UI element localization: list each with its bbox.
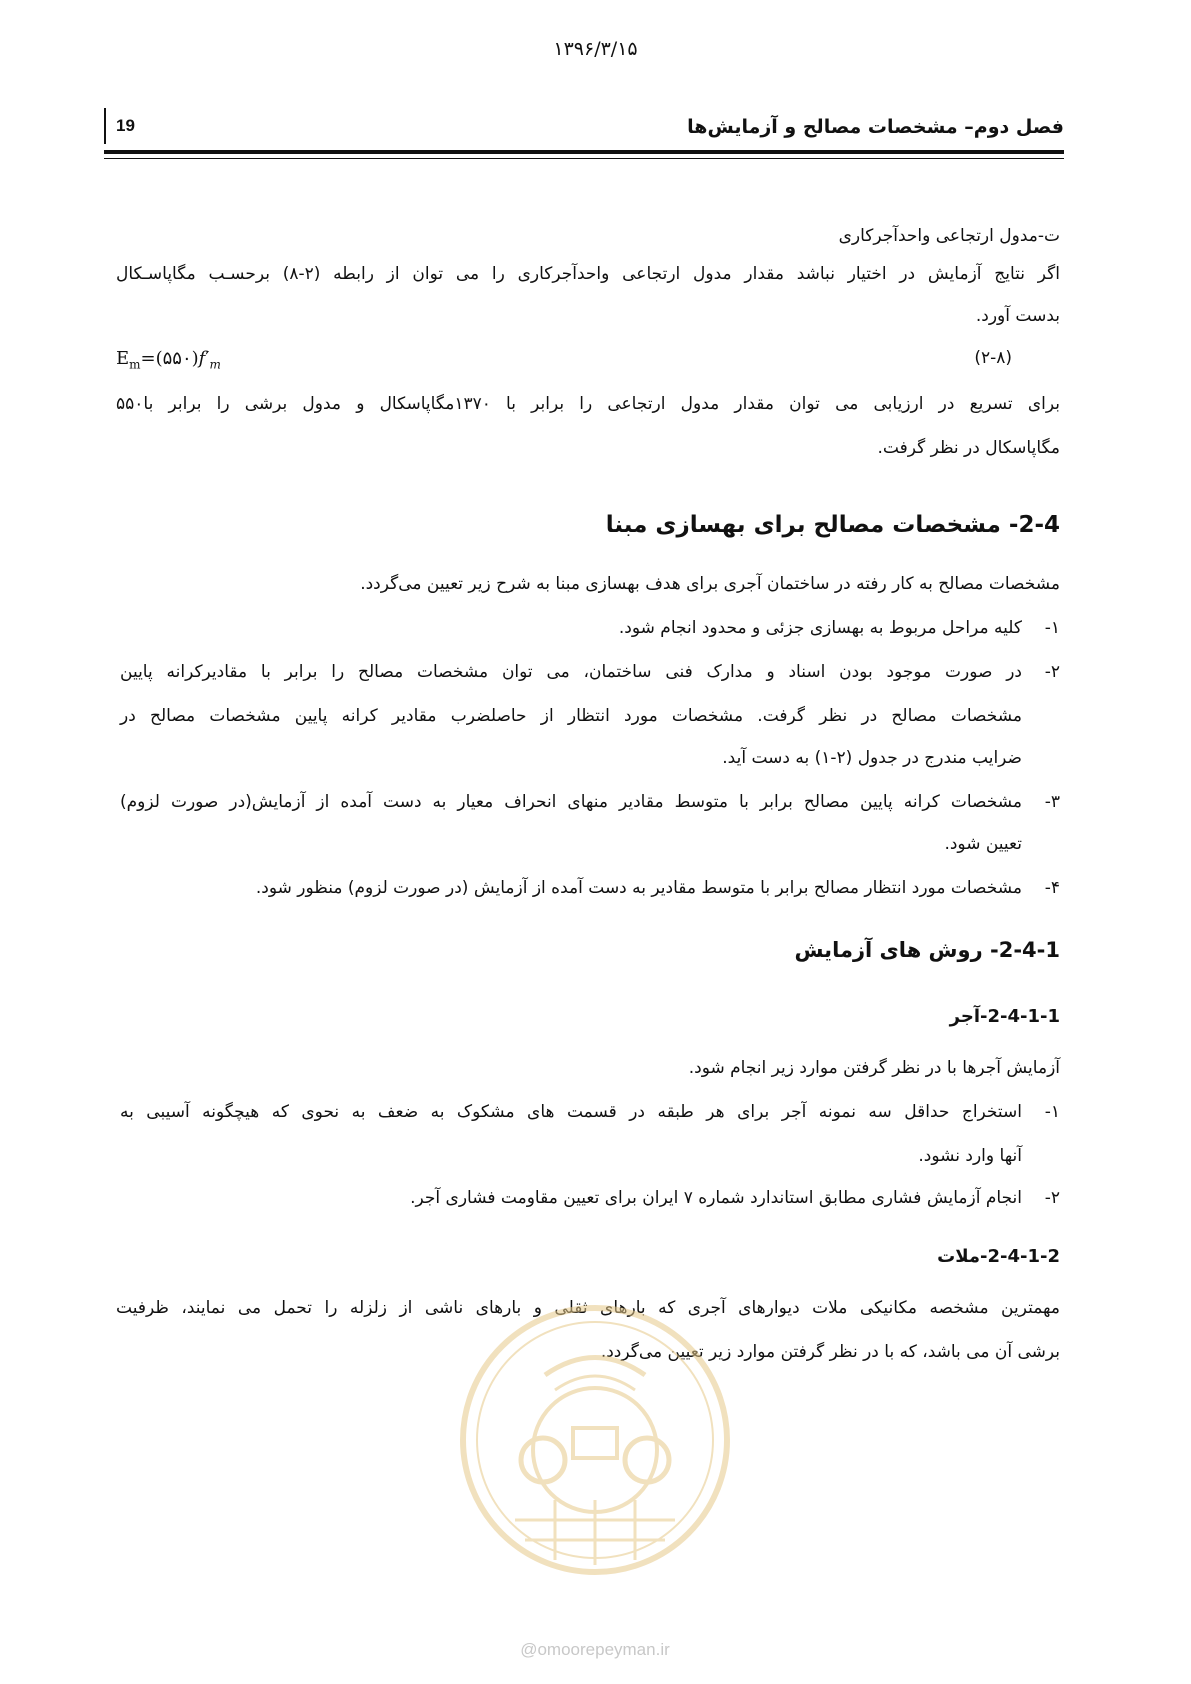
page-number: 19 bbox=[116, 116, 135, 135]
equation-number: (۲-۸) bbox=[974, 348, 1012, 368]
header-rule bbox=[104, 150, 1064, 154]
subsection-heading-modulus: ت-مدول ارتجاعی واحدآجرکاری bbox=[838, 226, 1060, 246]
list-item-number: ۳- bbox=[1044, 792, 1060, 812]
list-item-number: ۲- bbox=[1044, 662, 1060, 682]
subsubsection-heading: 2-4-1-1-آجر bbox=[949, 1006, 1060, 1027]
list-item bbox=[116, 880, 1060, 904]
paragraph-line: مهمترین مشخصه مکانیکی ملات دیوارهای آجری که بارهای ثقلی و بارهای ناشی از زلزله را تحمل می نمایند، ظرفیت bbox=[116, 1298, 1060, 1318]
document-date: ۱۳۹۶/۳/۱۵ bbox=[553, 38, 638, 60]
list-item-text: مشخصات مورد انتظار مصالح برابر با متوسط مقادیر به دست آمده از آزمایش (در صورت لزوم) منظور شود. bbox=[255, 878, 1022, 898]
list-item-number: ۱- bbox=[1044, 618, 1060, 638]
equation-formula: $E_m=(۵۵۰)f'_m$ bbox=[116, 348, 221, 372]
paragraph-line: بدست آورد. bbox=[975, 306, 1060, 326]
paragraph-line: آزمایش آجرها با در نظر گرفتن موارد زیر انجام شود. bbox=[688, 1058, 1060, 1078]
list-item bbox=[116, 620, 1060, 644]
list-item-text: ضرایب مندرج در جدول (۲-۱) به دست آید. bbox=[722, 748, 1022, 768]
paragraph-line: اگر نتایج آزمایش در اختیار نباشد مقدار مدول ارتجاعی واحدآجرکاری را می توان از رابطه (۲-۸) برحسـب مگاپاسـکال bbox=[116, 264, 1060, 284]
list-item-text: تعیین شود. bbox=[944, 834, 1022, 854]
seal-watermark-icon bbox=[455, 1300, 735, 1580]
list-item-text: استخراج حداقل سه نمونه آجر برای هر طبقه در قسمت های مشکوک به ضعف به نحوی که هیچگونه آسیبی به bbox=[120, 1102, 1022, 1122]
chapter-title: فصل دوم– مشخصات مصالح و آزمایش‌ها bbox=[687, 116, 1064, 138]
equation bbox=[116, 350, 1060, 376]
header-rule-thin bbox=[104, 158, 1064, 159]
list-item-text: کلیه مراحل مربوط به بهسازی جزئی و محدود انجام شود. bbox=[618, 618, 1022, 638]
subsection-heading: 2-4-1- روش های آزمایش bbox=[794, 938, 1060, 962]
list-item bbox=[116, 1190, 1060, 1214]
list-item-number: ۴- bbox=[1044, 878, 1060, 898]
subsubsection-heading: 2-4-1-2-ملات bbox=[937, 1246, 1060, 1267]
list-item-text: آنها وارد نشود. bbox=[918, 1146, 1022, 1166]
list-item-text: انجام آزمایش فشاری مطابق استاندارد شماره ۷ ایران برای تعیین مقاومت فشاری آجر. bbox=[410, 1188, 1022, 1208]
list-item-text: مشخصات مصالح در نظر گرفت. مشخصات مورد انتظار از حاصلضرب مقادیر کرانه پایین مشخصات مصالح در bbox=[120, 706, 1022, 726]
list-item bbox=[116, 1104, 1060, 1128]
page-number-divider bbox=[104, 108, 106, 144]
page-header bbox=[104, 108, 1064, 150]
paragraph-line: برای تسریع در ارزیابی می توان مقدار مدول ارتجاعی را برابر با ۱۳۷۰مگاپاسکال و مدول برشی را برابر با۵۵۰ bbox=[116, 394, 1060, 414]
list-item bbox=[116, 664, 1060, 688]
paragraph-line: برشی آن می باشد، که با در نظر گرفتن موارد زیر تعیین می‌گردد. bbox=[600, 1342, 1060, 1362]
paragraph-line: مگاپاسکال در نظر گرفت. bbox=[877, 438, 1060, 458]
paragraph-line: مشخصات مصالح به کار رفته در ساختمان آجری برای هدف بهسازی مبنا به شرح زیر تعیین می‌گردد. bbox=[360, 574, 1060, 594]
section-heading: 2-4- مشخصات مصالح برای بهسازی مبنا bbox=[605, 512, 1060, 538]
list-item-text: در صورت موجود بودن اسناد و مدارک فنی ساختمان، می توان مشخصات مصالح را برابر با مقادیرکرانه پایین bbox=[120, 662, 1022, 682]
watermark-url: @omoorepeyman.ir bbox=[520, 1640, 670, 1659]
list-item-text: مشخصات کرانه پایین مصالح برابر با متوسط مقادیر منهای انحراف معیار به دست آمده از آزمایش(در صورت لزوم) bbox=[120, 792, 1022, 812]
list-item-number: ۲- bbox=[1044, 1188, 1060, 1208]
list-item-number: ۱- bbox=[1044, 1102, 1060, 1122]
list-item bbox=[116, 794, 1060, 818]
